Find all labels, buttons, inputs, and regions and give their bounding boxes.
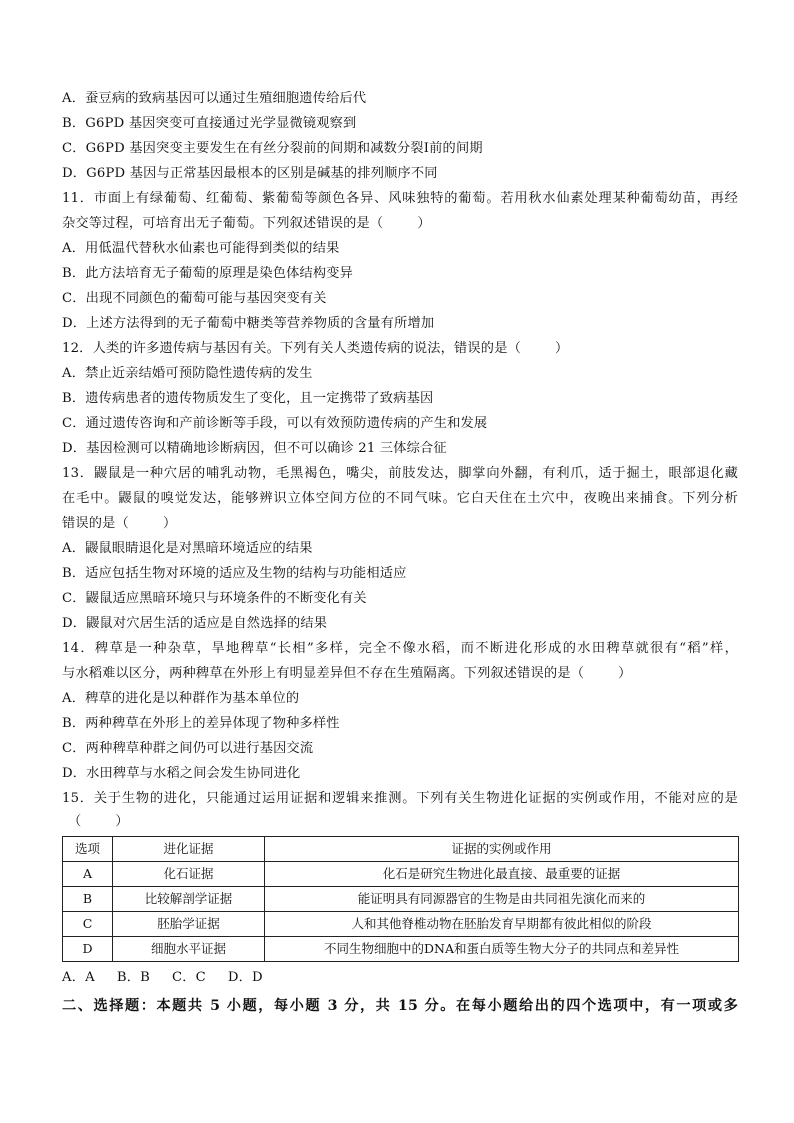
q15-answer-c: C．C (171, 970, 206, 985)
q11-option-a: A．用低温代替秋水仙素也可能得到类似的结果 (62, 241, 340, 256)
table-row (63, 912, 739, 937)
q11-option-d: D．上述方法得到的无子葡萄中糖类等营养物质的含量有所增加 (62, 316, 435, 331)
q15-answer-d: D．D (227, 970, 263, 985)
q10-option-d: D．G6PD 基因与正常基因最根本的区别是碱基的排列顺序不同 (62, 166, 438, 181)
q13-stem-line2: 在毛中。鼹鼠的嗅觉发达，能够辨识立体空间方位的不同气味。它白天住在土穴中，夜晚出来捕食。下列分析 (62, 491, 738, 506)
q15-stem-cont: （ ） (68, 814, 129, 829)
table-cell-example: 化石是研究生物进化最直接、最重要的证据 (265, 862, 739, 887)
q13-option-d: D．鼹鼠对穴居生活的适应是自然选择的结果 (62, 616, 328, 631)
q13-stem-line3: 错误的是（ ） (62, 516, 177, 531)
q15-answer-a: A．A (62, 970, 95, 985)
q10-option-b: B．G6PD 基因突变可直接通过光学显微镜观察到 (62, 116, 357, 131)
q14-option-d: D．水田稗草与水稻之间会发生协同进化 (62, 766, 301, 781)
q12-option-a: A．禁止近亲结婚可预防隐性遗传病的发生 (62, 366, 313, 381)
table-cell-option: D (63, 937, 113, 962)
q14-option-c: C．两种稗草种群之间仍可以进行基因交流 (62, 741, 314, 756)
q13-option-a: A．鼹鼠眼睛退化是对黑暗环境适应的结果 (62, 541, 313, 556)
q14-option-a: A．稗草的进化是以种群作为基本单位的 (62, 691, 300, 706)
q11-option-c: C．出现不同颜色的葡萄可能与基因突变有关 (62, 291, 327, 306)
q12-stem: 12．人类的许多遗传病与基因有关。下列有关人类遗传病的说法，错误的是（ ） (62, 341, 569, 356)
table-cell-evidence: 细胞水平证据 (113, 937, 265, 962)
q14-stem-line1: 14．稗草是一种杂草，旱地稗草“长相”多样，完全不像水稻，而不断进化形成的水田稗草就很有“稻”样， (62, 641, 738, 656)
table-cell-evidence: 比较解剖学证据 (113, 887, 265, 912)
q12-option-b: B．遗传病患者的遗传物质发生了变化，且一定携带了致病基因 (62, 391, 434, 406)
q14-stem-line2: 与水稻难以区分，两种稗草在外形上有明显差异但不存在生殖隔离。下列叙述错误的是（ ） (62, 666, 632, 681)
evidence-table (62, 836, 739, 962)
table-cell-evidence: 胚胎学证据 (113, 912, 265, 937)
q13-option-b: B．适应包括生物对环境的适应及生物的结构与功能相适应 (62, 566, 407, 581)
table-cell-example: 不同生物细胞中的DNA和蛋白质等生物大分子的共同点和差异性 (265, 937, 739, 962)
q15-answer-b: B．B (116, 970, 150, 985)
q15-answer-choices (62, 968, 263, 988)
table-cell-example: 能证明具有同源器官的生物是由共同祖先演化而来的 (265, 887, 739, 912)
table-row (63, 937, 739, 962)
table-row (63, 862, 739, 887)
q13-option-c: C．鼹鼠适应黑暗环境只与环境条件的不断变化有关 (62, 591, 367, 606)
table-cell-option: A (63, 862, 113, 887)
table-header-row (63, 837, 739, 862)
table-cell-evidence: 化石证据 (113, 862, 265, 887)
section-2-heading: 二、选择题：本题共 5 小题，每小题 3 分，共 15 分。在每小题给出的四个选项中，有一项或多 (62, 998, 738, 1014)
table-cell-example: 人和其他脊椎动物在胚胎发育早期都有彼此相似的阶段 (265, 912, 739, 937)
q11-stem-line2: 杂交等过程，可培育出无子葡萄。下列叙述错误的是（ ） (62, 216, 431, 231)
q15-stem: 15．关于生物的进化，只能通过运用证据和逻辑来推测。下列有关生物进化证据的实例或作用，不能对应的是 (62, 791, 738, 806)
table-cell-option: C (63, 912, 113, 937)
q12-option-c: C．通过遗传咨询和产前诊断等手段，可以有效预防遗传病的产生和发展 (62, 416, 488, 431)
table-row (63, 887, 739, 912)
table-header-evidence: 进化证据 (113, 837, 265, 862)
q10-option-a: A．蚕豆病的致病基因可以通过生殖细胞遗传给后代 (62, 91, 367, 106)
table-header-option: 选项 (63, 837, 113, 862)
table-cell-option: B (63, 887, 113, 912)
q11-option-b: B．此方法培育无子葡萄的原理是染色体结构变异 (62, 266, 354, 281)
q14-option-b: B．两种稗草在外形上的差异体现了物种多样性 (62, 716, 340, 731)
q13-stem-line1: 13．鼹鼠是一种穴居的哺乳动物，毛黑褐色，嘴尖，前肢发达，脚掌向外翻，有利爪，适于掘土，眼部退化藏 (62, 466, 738, 481)
table-header-example: 证据的实例或作用 (265, 837, 739, 862)
q12-option-d: D．基因检测可以精确地诊断病因，但不可以确诊 21 三体综合征 (62, 441, 447, 456)
q10-option-c: C．G6PD 基因突变主要发生在有丝分裂前的间期和减数分裂Ⅰ前的间期 (62, 141, 483, 156)
q11-stem-line1: 11．市面上有绿葡萄、红葡萄、紫葡萄等颜色各异、风味独特的葡萄。若用秋水仙素处理某种葡萄幼苗，再经 (62, 191, 738, 206)
